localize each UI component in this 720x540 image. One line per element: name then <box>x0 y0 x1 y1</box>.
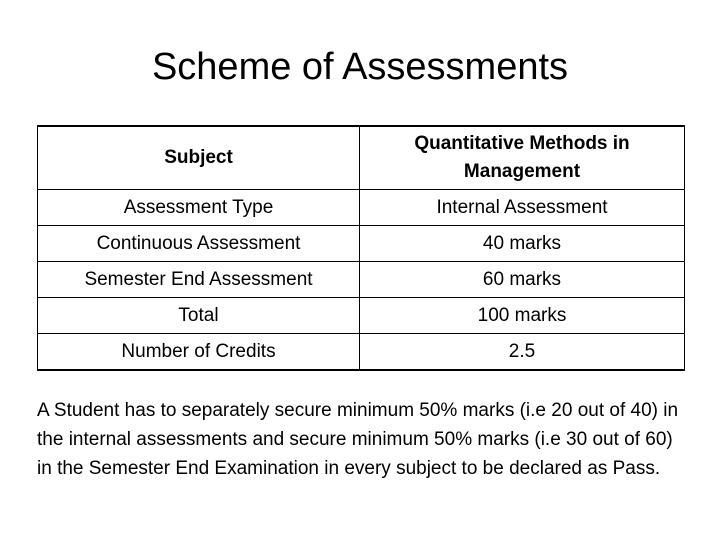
row-label: Total <box>38 298 360 334</box>
slide-title: Scheme of Assessments <box>151 46 569 88</box>
row-label: Continuous Assessment <box>38 226 360 262</box>
row-value: 60 marks <box>360 262 685 298</box>
subject-label-cell: Subject <box>38 126 360 190</box>
row-value: 100 marks <box>360 298 685 334</box>
subject-value-cell: Quantitative Methods in Management <box>360 126 685 190</box>
table-row <box>38 334 685 371</box>
table-row <box>38 226 685 262</box>
row-label: Assessment Type <box>38 190 360 226</box>
row-value: 40 marks <box>360 226 685 262</box>
row-label: Semester End Assessment <box>38 262 360 298</box>
table-row <box>38 298 685 334</box>
row-value: Internal Assessment <box>360 190 685 226</box>
pass-criteria-note: A Student has to separately secure minimum 50% marks (i.e 20 out of 40) in the internal assessments and secure minimum 50% marks (i.e 30 out of 60) in the Semester End Examination in every subject to be declared as Pass. <box>37 400 679 479</box>
table-row <box>38 262 685 298</box>
assessment-table <box>37 125 685 371</box>
table-row <box>38 190 685 226</box>
row-label: Number of Credits <box>38 334 360 371</box>
row-value: 2.5 <box>360 334 685 371</box>
table-header-row <box>38 126 685 190</box>
